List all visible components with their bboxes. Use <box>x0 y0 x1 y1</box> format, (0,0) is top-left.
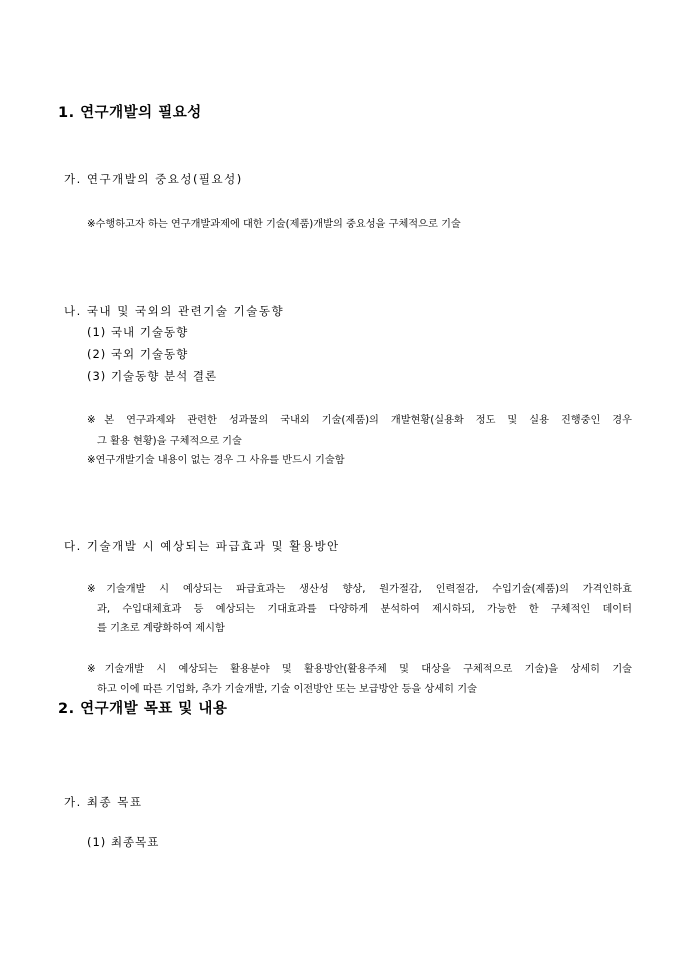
section-2a-item-1: (1) 최종목표 <box>87 835 160 849</box>
section-1b-item-2: (2) 국외 기술동향 <box>87 347 189 361</box>
section-1c-note-2-line-1: ※기술개발 시 예상되는 활용분야 및 활용방안(활용주체 및 대상을 구체적으로 기술)을 상세히 기술 <box>87 664 632 675</box>
section-1b-item-1: (1) 국내 기술동향 <box>87 325 189 339</box>
section-1c-note-1-line-3: 를 기초로 계량화하여 제시함 <box>97 623 225 634</box>
section-2a-heading: 가. 최종 목표 <box>64 795 143 809</box>
section-1a-note: ※수행하고자 하는 연구개발과제에 대한 기술(제품)개발의 중요성을 구체적으로 기술 <box>87 219 461 230</box>
section-1b-heading: 나. 국내 및 국외의 관련기술 기술동향 <box>64 304 285 318</box>
section-1b-note-1-line-2: 그 활용 현황)을 구체적으로 기술 <box>97 436 242 447</box>
section-1c-note-1-line-1: ※기술개발 시 예상되는 파급효과는 생산성 향상, 원가절감, 인력절감, 수입기술(제품)의 가격인하효 <box>87 584 632 595</box>
section-1c-note-1-line-2: 과, 수입대체효과 등 예상되는 기대효과를 다양하게 분석하여 제시하되, 가능한 한 구체적인 데이터 <box>97 604 632 615</box>
section-1a-heading: 가. 연구개발의 중요성(필요성) <box>64 172 243 186</box>
section-2-title: 2. 연구개발 목표 및 내용 <box>58 701 228 717</box>
section-1b-item-3: (3) 기술동향 분석 결론 <box>87 369 218 383</box>
section-1c-note-2-line-2: 하고 이에 따른 기업화, 추가 기술개발, 기술 이전방안 또는 보급방안 등을 상세히 기술 <box>97 684 477 695</box>
section-1b-note-2: ※연구개발기술 내용이 없는 경우 그 사유를 반드시 기술함 <box>87 455 345 466</box>
section-1b-note-1-line-1: ※본 연구과제와 관련한 성과물의 국내외 기술(제품)의 개발현황(실용화 정도 및 실용 진행중인 경우 <box>87 415 632 426</box>
section-1c-heading: 다. 기술개발 시 예상되는 파급효과 및 활용방안 <box>64 539 340 553</box>
section-1-title: 1. 연구개발의 필요성 <box>58 105 202 121</box>
